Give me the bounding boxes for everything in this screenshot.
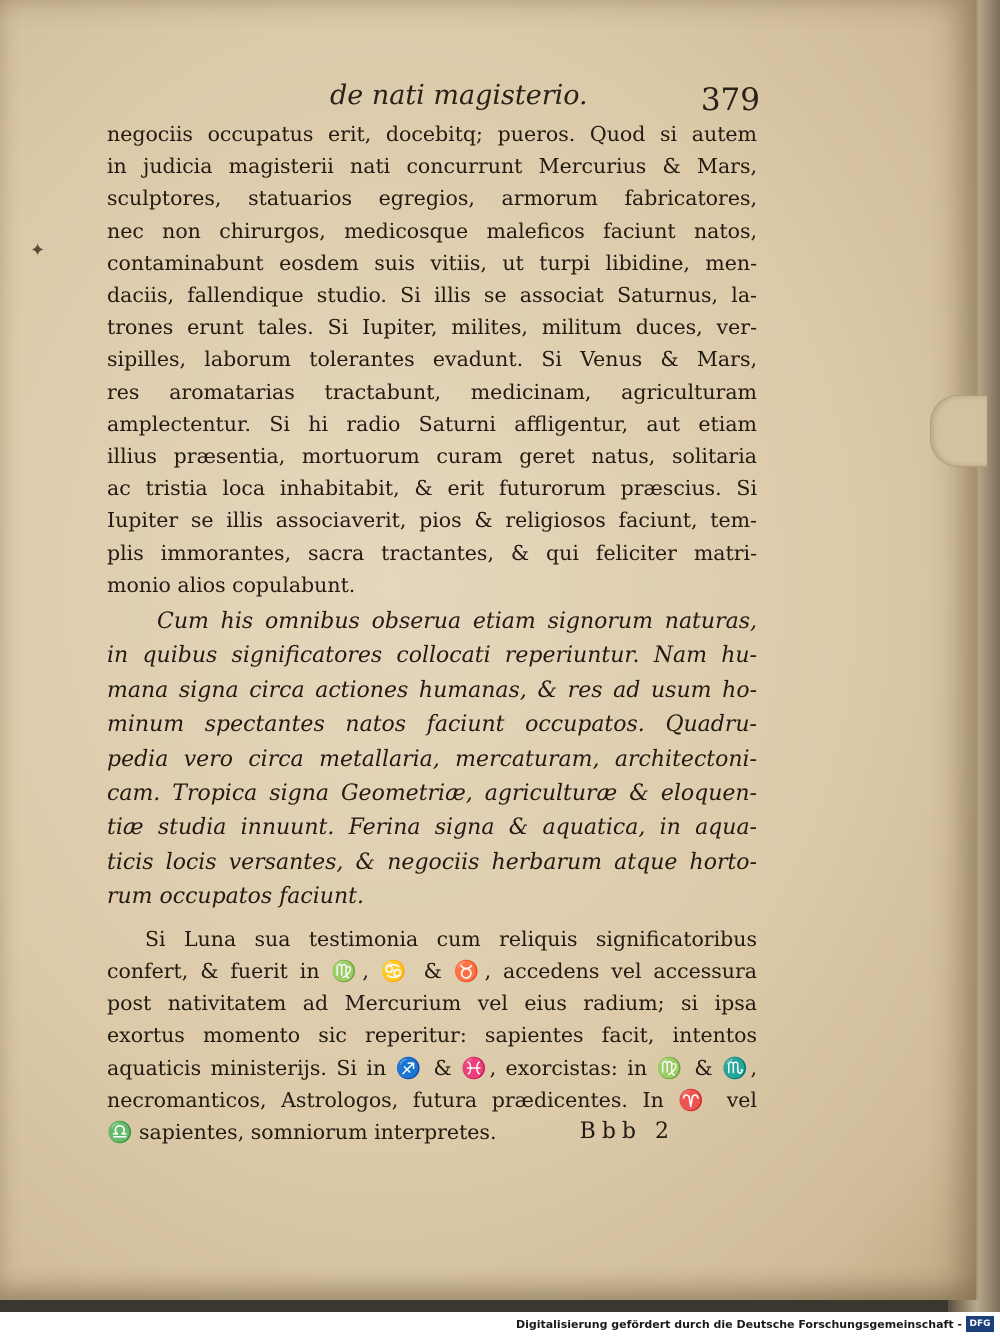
text-line: res aromatarias tractabunt, medicinam, agriculturam: [107, 379, 757, 404]
paragraph-1: [107, 118, 757, 601]
text-line: negociis occupatus erit, docebitq; pueros. Quod si autem: [107, 122, 757, 146]
text-line: minum spectantes natos faciunt occupatos. Quadru-: [107, 712, 757, 738]
signature-mark: Bbb 2: [579, 1118, 675, 1144]
text-line: illius præsentia, mortuorum curam geret natus, solitaria: [107, 444, 757, 469]
running-head: de nati magisterio.: [330, 80, 588, 111]
text-line: exortus momento sic reperitur: sapientes facit, intentos: [107, 1023, 757, 1048]
text-line: aquaticis ministerijs. Si in ♐ & ♓, exorcistas: in ♍ & ♏,: [107, 1055, 757, 1080]
text-line: ticis locis versantes, & negociis herbarum atque horto-: [107, 849, 757, 875]
text-line: confert, & fuerit in ♍, ♋ & ♉, accedens vel accessura: [107, 958, 757, 983]
paragraph-2-italic: [107, 605, 757, 915]
paragraph-3: [107, 923, 757, 1148]
text-line: amplectentur. Si hi radio Saturni affligentur, aut etiam: [107, 411, 757, 436]
page-tab-marker: [930, 395, 987, 467]
text-line: pedia vero circa metallaria, mercaturam, architectoni-: [107, 746, 757, 772]
text-line: monio alios copulabunt.: [107, 572, 356, 597]
text-line: nec non chirurgos, medicosque maleficos faciunt natos,: [107, 218, 757, 243]
text-line: plis immorantes, sacra tractantes, & qui feliciter matri-: [107, 540, 757, 565]
text-line: necromanticos, Astrologos, futura prædicentes. In ♈ vel: [107, 1087, 757, 1112]
text-line: sipilles, laborum tolerantes evadunt. Si Venus & Mars,: [107, 347, 757, 372]
page-number: 379: [700, 82, 760, 118]
text-line: cam. Tropica signa Geometriæ, agriculturæ & eloquen-: [107, 781, 757, 807]
text-line: ac tristia loca inhabitabit, & erit futurorum præscius. Si: [107, 476, 757, 501]
text-line: Iupiter se illis associaverit, pios & religiosos faciunt, tem-: [107, 508, 757, 533]
text-line: in quibus significatores collocati reperiuntur. Nam hu-: [107, 643, 757, 669]
text-block: [107, 118, 757, 1148]
text-line: daciis, fallendique studio. Si illis se associat Saturnus, la-: [107, 283, 757, 308]
text-line: contaminabunt eosdem suis vitiis, ut turpi libidine, men-: [107, 250, 757, 275]
text-line-with-signature: [107, 1116, 757, 1148]
text-line: rum occupatos faciunt.: [107, 884, 364, 910]
text-line: sculptores, statuarios egregios, armorum fabricatores,: [107, 186, 757, 211]
margin-mark: ✦: [30, 240, 46, 261]
text-line: in judicia magisterii nati concurrunt Mercurius & Mars,: [107, 154, 757, 179]
text-line: mana signa circa actiones humanas, & res ad usum ho-: [107, 677, 757, 703]
text-line: trones erunt tales. Si Iupiter, milites, militum duces, ver-: [107, 315, 757, 340]
text-line: post nativitatem ad Mercurium vel eius radium; si ipsa: [107, 991, 757, 1016]
text-line: tiæ studia innuunt. Ferina signa & aquatica, in aqua-: [107, 815, 757, 841]
digitization-credit: Digitalisierung gefördert durch die Deutsche Forschungsgemeinschaft -: [515, 1318, 962, 1331]
text-line: Cum his omnibus obserua etiam signorum naturas,: [157, 609, 757, 635]
dfg-logo: DFG: [966, 1316, 994, 1332]
text-line: Si Luna sua testimonia cum reliquis significatoribus: [145, 926, 757, 951]
text-line: ♎ sapientes, somniorum interpretes.: [107, 1119, 497, 1144]
